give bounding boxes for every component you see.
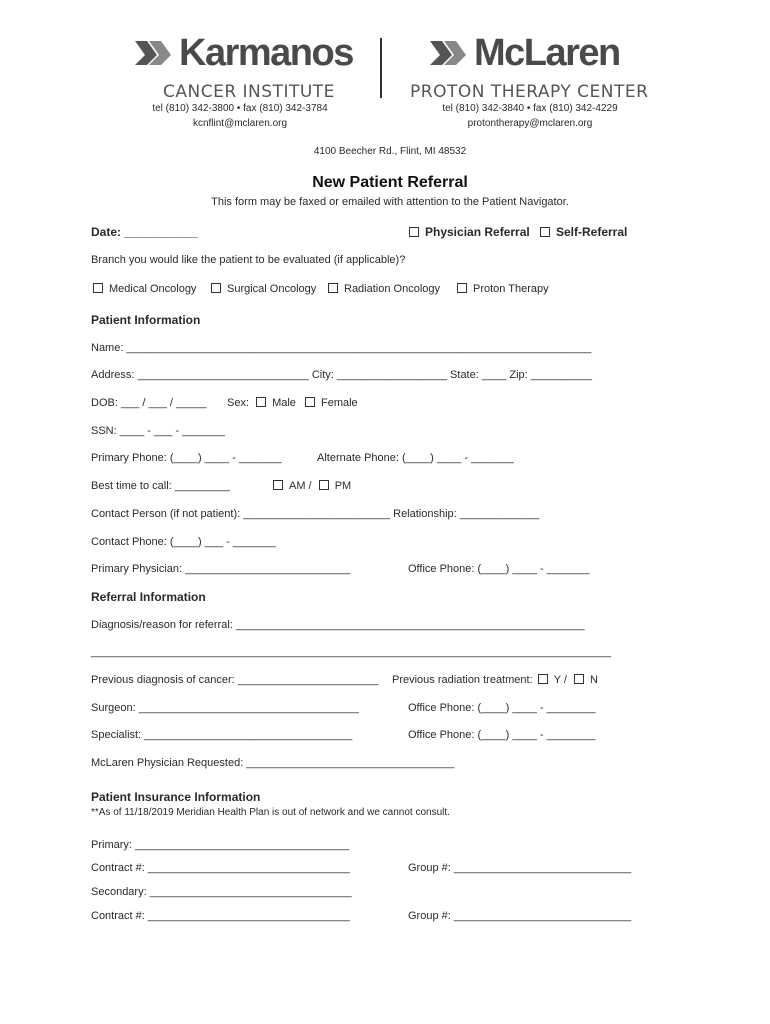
karmanos-subtitle: CANCER INSTITUTE <box>163 82 335 102</box>
sex-field <box>227 397 358 409</box>
specialist-office-phone-field[interactable]: Office Phone: (____) ____ - ________ <box>408 729 596 741</box>
specialist-field[interactable]: Specialist: __________________________________ <box>91 729 353 741</box>
primary-phone-field[interactable]: Primary Phone: (____) ____ - _______ <box>91 452 282 464</box>
radiation-oncology-checkbox[interactable] <box>328 283 338 293</box>
contact-person-field[interactable]: Contact Person (if not patient): ________________________ Relationship: _____________ <box>91 508 540 520</box>
radiation-oncology-label: Radiation Oncology <box>344 283 441 295</box>
am-label: AM / <box>289 480 312 492</box>
diagnosis-field[interactable]: Diagnosis/reason for referral: _________________________________________________________ <box>91 619 585 631</box>
self-referral-option[interactable] <box>540 225 627 239</box>
alternate-phone-field[interactable]: Alternate Phone: (____) ____ - _______ <box>317 452 514 464</box>
radiation-no-label: N <box>590 674 598 686</box>
branch-proton-therapy[interactable] <box>457 283 549 295</box>
self-referral-checkbox[interactable] <box>540 227 550 237</box>
mclaren-name: McLaren <box>474 32 620 74</box>
radiation-yes-checkbox[interactable] <box>538 674 548 684</box>
proton-therapy-label: Proton Therapy <box>473 283 549 295</box>
primary-physician-field[interactable]: Primary Physician: ___________________________ <box>91 563 351 575</box>
proton-therapy-checkbox[interactable] <box>457 283 467 293</box>
mclaren-subtitle: PROTON THERAPY CENTER <box>410 82 649 102</box>
female-checkbox[interactable] <box>305 397 315 407</box>
surgeon-office-phone-field[interactable]: Office Phone: (____) ____ - ________ <box>408 702 596 714</box>
form-title: New Patient Referral <box>312 174 468 191</box>
surgeon-field[interactable]: Surgeon: ____________________________________ <box>91 702 359 714</box>
male-label: Male <box>272 397 296 409</box>
karmanos-mark-icon <box>133 37 173 69</box>
secondary-group-field[interactable]: Group #: _____________________________ <box>408 910 632 922</box>
self-referral-label: Self-Referral <box>556 225 628 239</box>
mclaren-email: protontherapy@mclaren.org <box>467 118 593 129</box>
secondary-contract-field[interactable]: Contract #: _________________________________ <box>91 910 350 922</box>
physician-office-phone-field[interactable]: Office Phone: (____) ____ - _______ <box>408 563 590 575</box>
primary-contract-field[interactable]: Contract #: _________________________________ <box>91 862 350 874</box>
form-instructions: This form may be faxed or emailed with attention to the Patient Navigator. <box>211 196 569 208</box>
contact-phone-field[interactable]: Contact Phone: (____) ___ - _______ <box>91 536 276 548</box>
surgical-oncology-label: Surgical Oncology <box>227 283 317 295</box>
branch-radiation-oncology[interactable] <box>328 283 440 295</box>
facility-address: 4100 Beecher Rd., Flint, MI 48532 <box>313 146 467 157</box>
mclaren-logo <box>428 34 620 72</box>
primary-insurance-field[interactable]: Primary: ___________________________________ <box>91 839 350 851</box>
karmanos-name: Karmanos <box>179 32 353 74</box>
mclaren-contact: tel (810) 342-3840 • fax (810) 342-4229 <box>442 103 618 114</box>
karmanos-contact: tel (810) 342-3800 • fax (810) 342-3784 <box>152 103 328 114</box>
previous-diagnosis-field[interactable]: Previous diagnosis of cancer: _______________________ <box>91 674 379 686</box>
mclaren-mark-icon <box>428 37 468 69</box>
mclaren-physician-field[interactable]: McLaren Physician Requested: __________________________________ <box>91 757 455 769</box>
patient-info-heading: Patient Information <box>91 313 201 327</box>
name-field[interactable]: Name: ____________________________________________________________________________ <box>91 342 592 354</box>
karmanos-logo <box>133 34 353 72</box>
insurance-note: **As of 11/18/2019 Meridian Health Plan is out of network and we cannot consult. <box>91 807 450 818</box>
am-pm-field <box>273 480 351 492</box>
radiation-yes-label: Y / <box>553 674 567 686</box>
address-field[interactable]: Address: ____________________________ City: __________________ State: ____ Zip: __________ <box>91 369 592 381</box>
physician-referral-label: Physician Referral <box>425 225 530 239</box>
secondary-insurance-field[interactable]: Secondary: _________________________________ <box>91 886 352 898</box>
pm-checkbox[interactable] <box>319 480 329 490</box>
insurance-info-heading: Patient Insurance Information <box>91 790 261 804</box>
best-time-field[interactable]: Best time to call: _________ <box>91 480 230 492</box>
branch-surgical-oncology[interactable] <box>211 283 316 295</box>
branch-question: Branch you would like the patient to be evaluated (if applicable)? <box>91 254 406 266</box>
previous-radiation-field <box>392 674 598 686</box>
physician-referral-option[interactable] <box>409 225 530 239</box>
radiation-no-checkbox[interactable] <box>574 674 584 684</box>
female-label: Female <box>320 397 358 409</box>
surgical-oncology-checkbox[interactable] <box>211 283 221 293</box>
physician-referral-checkbox[interactable] <box>409 227 419 237</box>
previous-radiation-label: Previous radiation treatment: <box>392 674 533 686</box>
header-divider <box>380 38 382 98</box>
referral-info-heading: Referral Information <box>91 590 206 604</box>
ssn-field[interactable]: SSN: ____ - ___ - _______ <box>91 425 225 437</box>
pm-label: PM <box>334 480 352 492</box>
dob-field[interactable]: DOB: ___ / ___ / _____ <box>91 397 207 409</box>
male-checkbox[interactable] <box>256 397 266 407</box>
karmanos-email: kcnflint@mclaren.org <box>192 118 288 129</box>
medical-oncology-checkbox[interactable] <box>93 283 103 293</box>
am-checkbox[interactable] <box>273 480 283 490</box>
date-field[interactable]: Date: ___________ <box>91 225 198 239</box>
branch-medical-oncology[interactable] <box>93 283 196 295</box>
sex-label: Sex: <box>227 397 250 409</box>
primary-group-field[interactable]: Group #: _____________________________ <box>408 862 632 874</box>
medical-oncology-label: Medical Oncology <box>109 283 197 295</box>
diagnosis-field-line2[interactable]: _____________________________________________________________________________________ <box>91 646 612 658</box>
